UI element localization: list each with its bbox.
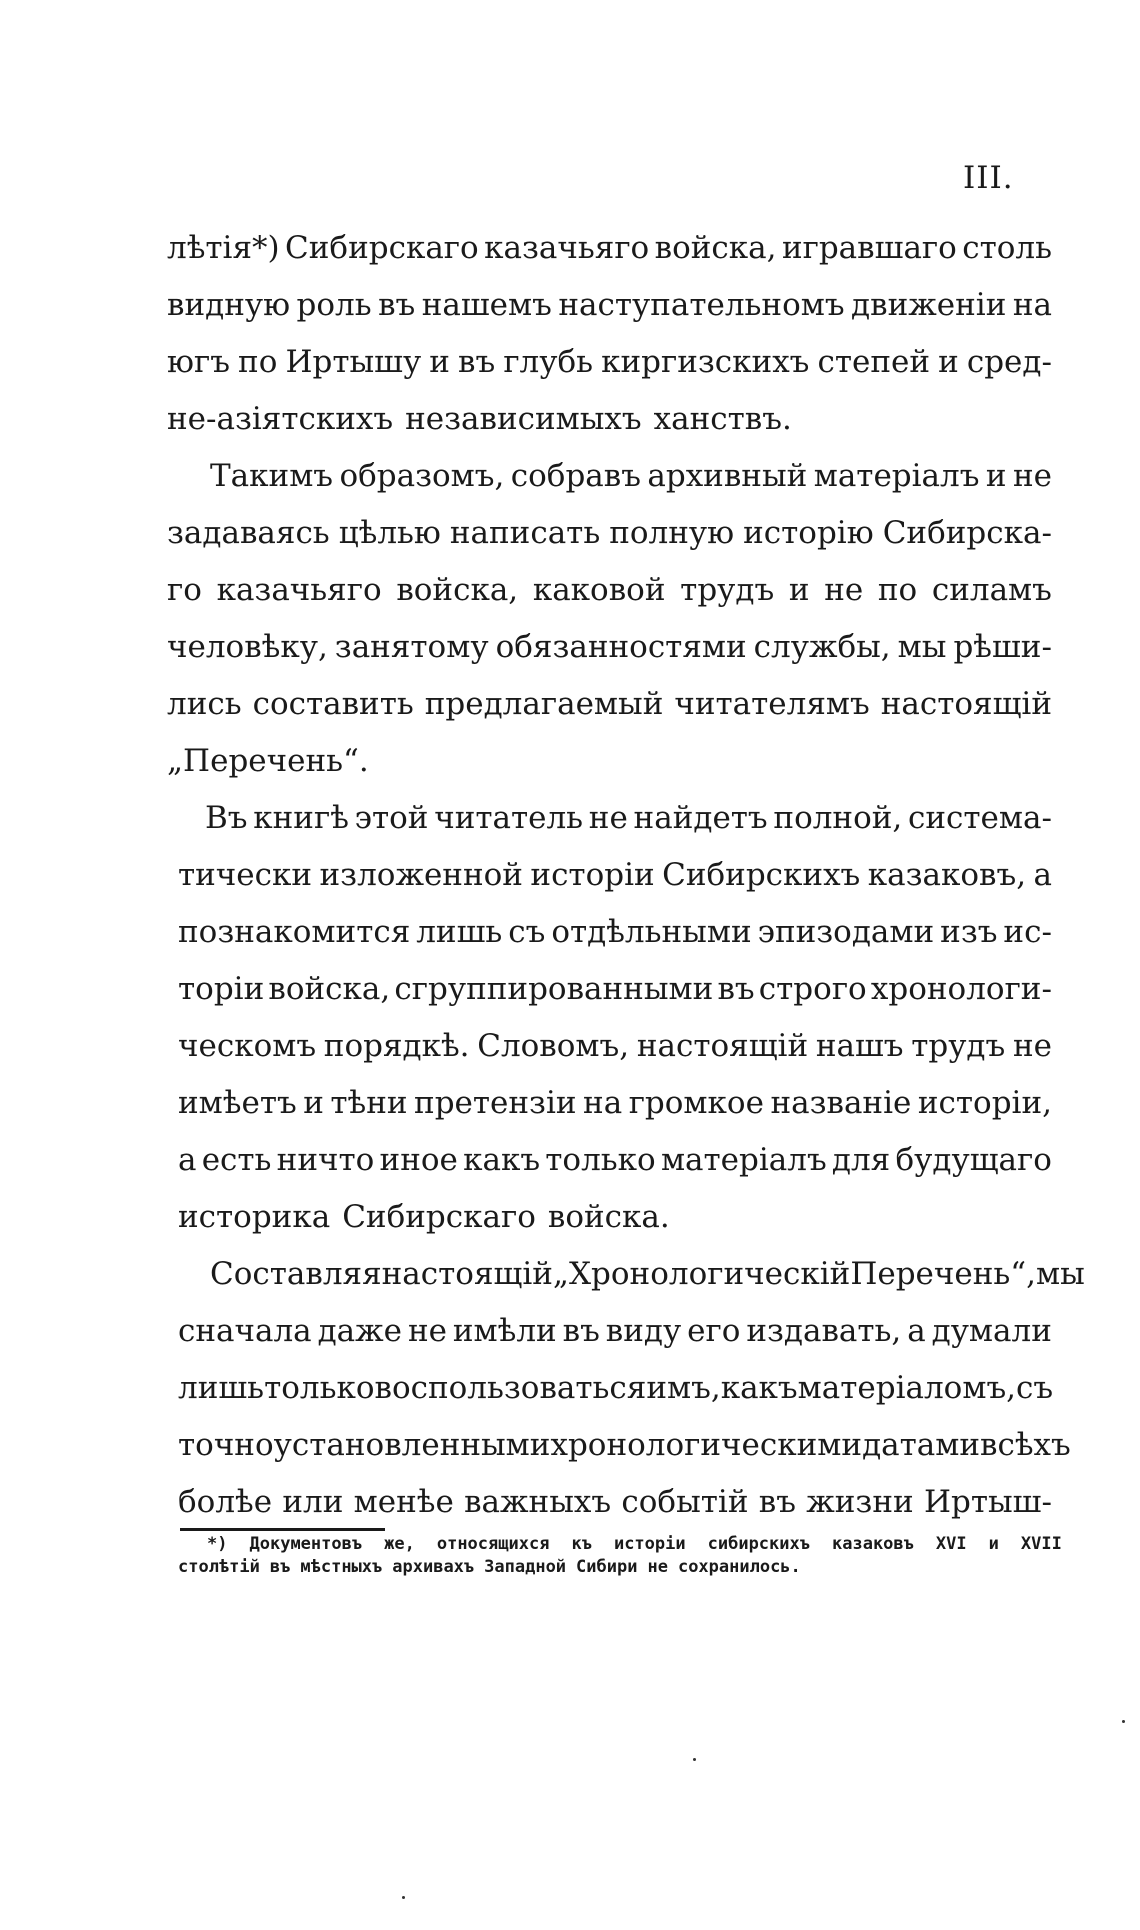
text-line: ческомъ порядкѣ. Словомъ, настоящій нашъ трудъ не: [178, 1028, 1052, 1064]
text-line: человѣку, занятому обязанностями службы, мы рѣши-: [167, 629, 1052, 665]
text-line: историка Сибирскаго войска.: [178, 1199, 670, 1235]
text-line: точно установленными хронологическими датами всѣхъ: [178, 1427, 1071, 1463]
text-line: имѣетъ и тѣни претензіи на громкое названіе исторіи,: [178, 1085, 1052, 1121]
text-line: лишь только воспользоваться имъ, какъ матеріаломъ, съ: [178, 1370, 1054, 1406]
footnote-line: *) Документовъ же, относящихся къ исторіи сибирскихъ казаковъ XVI и XVII: [207, 1534, 1062, 1554]
text-line: не-азіятскихъ независимыхъ ханствъ.: [167, 401, 792, 437]
text-line: Такимъ образомъ, собравъ архивный матеріалъ и не: [210, 458, 1052, 494]
text-line: тически изложенной исторіи Сибирскихъ казаковъ, а: [178, 857, 1052, 893]
scan-speck: [1122, 1720, 1125, 1723]
scan-speck: [402, 1896, 405, 1899]
text-line: а есть ничто иное какъ только матеріалъ для будущаго: [178, 1142, 1052, 1178]
text-line: сначала даже не имѣли въ виду его издавать, а думали: [178, 1313, 1052, 1349]
page-number: III.: [963, 160, 1014, 196]
text-line: Въ книгѣ этой читатель не найдетъ полной, система-: [205, 800, 1052, 836]
text-line: видную роль въ нашемъ наступательномъ движеніи на: [167, 287, 1052, 323]
text-line: познакомится лишь съ отдѣльными эпизодами изъ ис-: [178, 914, 1052, 950]
text-line: торіи войска, сгруппированными въ строго хронологи-: [178, 971, 1052, 1007]
text-line: задаваясь цѣлью написать полную исторію Сибирска-: [167, 515, 1052, 551]
footnote-line: столѣтій въ мѣстныхъ архивахъ Западной Сибири не сохранилось.: [178, 1557, 801, 1577]
footnote-separator: [180, 1528, 385, 1531]
text-line: го казачьяго войска, каковой трудъ и не по силамъ: [167, 572, 1052, 608]
text-line: лись составить предлагаемый читателямъ настоящій: [167, 686, 1052, 722]
text-line: „Перечень“.: [167, 743, 369, 779]
text-line: югъ по Иртышу и въ глубь киргизскихъ степей и сред-: [167, 344, 1052, 380]
text-line: болѣе или менѣе важныхъ событій въ жизни Иртыш-: [178, 1484, 1052, 1520]
text-line: Составляя настоящій „Хронологическій Перечень“, мы: [210, 1256, 1085, 1292]
scan-speck: [693, 1758, 696, 1761]
text-line: лѣтія*) Сибирскаго казачьяго войска, игравшаго столь: [167, 230, 1052, 266]
